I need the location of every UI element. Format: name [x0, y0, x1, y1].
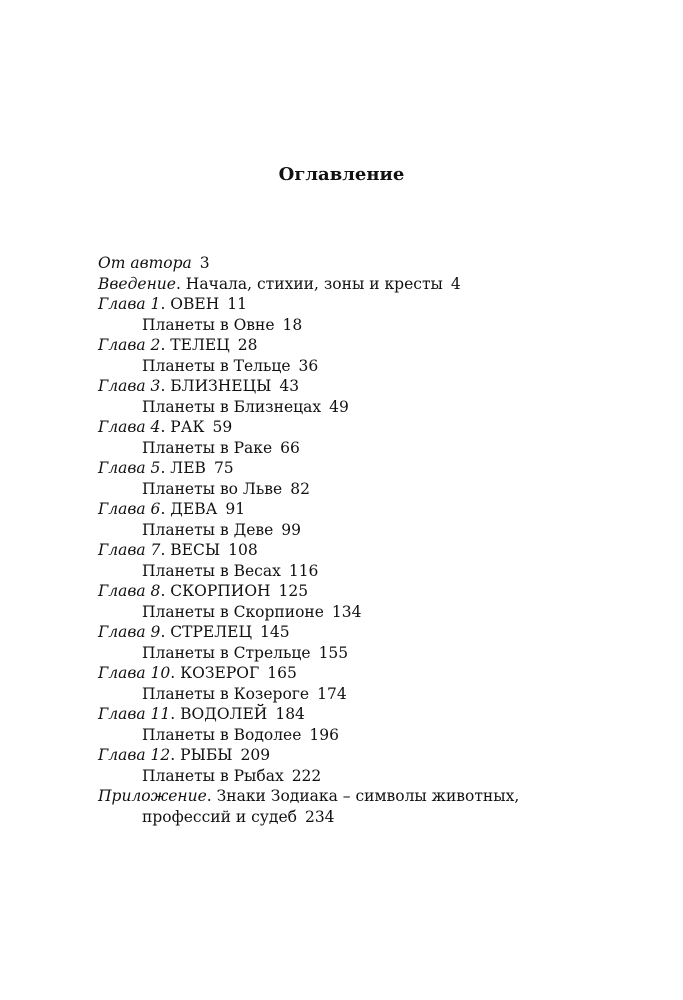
toc-entry-label: Глава 6: [98, 500, 161, 518]
toc-entry: [98, 294, 658, 315]
toc-entry-title: . СТРЕЛЕЦ: [160, 623, 252, 641]
toc-entry-label: Введение: [98, 274, 176, 293]
toc-entry-title: . ТЕЛЕЦ: [160, 336, 230, 354]
toc-entry: [98, 540, 658, 561]
toc-subentry: [98, 520, 658, 541]
toc-entry-label: Глава 12: [98, 746, 171, 764]
toc-entry: [98, 581, 658, 602]
toc-entry-label: Глава 8: [98, 582, 161, 600]
toc-page-number: 222: [291, 766, 322, 785]
toc-entry-label: Глава 7: [98, 541, 161, 559]
toc-entry-title: . СКОРПИОН: [160, 582, 271, 600]
toc-page-number: 155: [318, 643, 349, 662]
toc-page-number: 145: [260, 623, 290, 641]
toc-entry: [98, 622, 658, 643]
toc-subentry: [98, 725, 658, 746]
toc-page-number: 36: [298, 356, 319, 375]
toc-entry-label: Глава 9: [98, 623, 161, 641]
toc-subentry-title: Планеты в Козероге: [142, 684, 310, 703]
toc-page-number: 184: [275, 705, 305, 723]
toc-entry-label: Глава 10: [98, 664, 171, 682]
toc-entry-title: . РАК: [160, 418, 205, 436]
toc-entry-title: . ВОДОЛЕЙ: [170, 705, 268, 723]
toc-entry: [98, 499, 658, 520]
toc-entry-label: Глава 3: [98, 377, 161, 395]
toc-entry: [98, 704, 658, 725]
toc-subentry: [98, 807, 658, 828]
toc-subentry: [98, 315, 658, 336]
toc-page-number: 66: [280, 438, 300, 457]
toc-page-number: 49: [329, 397, 349, 416]
toc-entry-title: . ДЕВА: [160, 500, 218, 518]
toc-page-number: 28: [237, 336, 258, 354]
toc-entry: [98, 274, 658, 295]
toc-entry-label: Глава 5: [98, 459, 161, 477]
toc-page-number: 91: [225, 500, 246, 518]
toc-page-number: 59: [212, 418, 233, 436]
toc-subentry: [98, 766, 658, 787]
toc-entry: [98, 417, 658, 438]
toc-page-number: 43: [279, 377, 300, 395]
toc-subentry-title: Планеты в Овне: [142, 315, 275, 334]
toc-entry-label: От автора: [98, 254, 192, 272]
toc-subentry-title: Планеты в Раке: [142, 438, 273, 457]
toc-subentry: [98, 479, 658, 500]
toc-page-number: 82: [290, 479, 310, 498]
toc-subentry-title: Планеты в Стрельце: [142, 643, 311, 662]
toc-entry-label: Глава 4: [98, 418, 161, 436]
toc-subentry-title: Планеты в Деве: [142, 520, 274, 539]
toc-subentry-title: Планеты в Рыбах: [142, 766, 284, 785]
toc-entry: [98, 458, 658, 479]
toc-subentry: [98, 397, 658, 418]
toc-entry: [98, 376, 658, 397]
toc-entry-label: Глава 11: [98, 705, 171, 723]
toc-subentry: [98, 356, 658, 377]
toc-page-number: 11: [227, 295, 247, 313]
toc-subentry: [98, 602, 658, 623]
toc-entry-title: . Знаки Зодиака – символы животных,: [206, 787, 520, 805]
toc-subentry-title: Планеты в Водолее: [142, 725, 302, 744]
toc-subentry-title: профессий и судеб: [142, 807, 297, 826]
toc-page-number: 196: [309, 725, 339, 744]
toc-subentry-title: Планеты во Льве: [142, 479, 283, 498]
toc-entry-title: . ЛЕВ: [160, 459, 206, 477]
toc-entry: [98, 253, 658, 274]
table-of-contents: [98, 253, 658, 827]
toc-subentry: [98, 438, 658, 459]
toc-page-number: 108: [228, 541, 258, 559]
toc-page-number: 125: [278, 582, 309, 600]
toc-page-number: 174: [317, 684, 347, 703]
toc-entry-label: Глава 1: [98, 295, 161, 313]
toc-entry-title: . Начала, стихии, зоны и кресты: [175, 274, 443, 293]
toc-page-number: 116: [288, 561, 319, 580]
toc-page-number: 234: [304, 807, 335, 826]
toc-entry: [98, 786, 658, 807]
toc-page-number: 75: [213, 459, 234, 477]
toc-subentry: [98, 684, 658, 705]
toc-subentry-title: Планеты в Тельце: [142, 356, 291, 375]
toc-entry: [98, 745, 658, 766]
toc-page-number: 18: [282, 315, 303, 334]
toc-page-number: 134: [331, 602, 362, 621]
toc-entry-title: . ОВЕН: [160, 295, 220, 313]
toc-page-number: 209: [240, 746, 271, 764]
toc-subentry: [98, 561, 658, 582]
page-title: Оглавление: [278, 164, 405, 185]
toc-entry: [98, 663, 658, 684]
toc-page-number: 165: [267, 664, 297, 682]
toc-entry-title: . РЫБЫ: [170, 746, 233, 764]
toc-subentry: [98, 643, 658, 664]
toc-entry: [98, 335, 658, 356]
toc-subentry-title: Планеты в Близнецах: [142, 397, 322, 416]
toc-subentry-title: Планеты в Скорпионе: [142, 602, 324, 621]
toc-entry-label: Приложение: [98, 787, 207, 805]
toc-entry-title: . ВЕСЫ: [160, 541, 221, 559]
toc-subentry-title: Планеты в Весах: [142, 561, 281, 580]
toc-page-number: 4: [450, 274, 461, 293]
toc-page-number: 99: [281, 520, 302, 539]
toc-entry-title: . КОЗЕРОГ: [170, 664, 260, 682]
toc-entry-label: Глава 2: [98, 336, 161, 354]
toc-entry-title: . БЛИЗНЕЦЫ: [160, 377, 272, 395]
toc-page-number: 3: [199, 254, 210, 272]
